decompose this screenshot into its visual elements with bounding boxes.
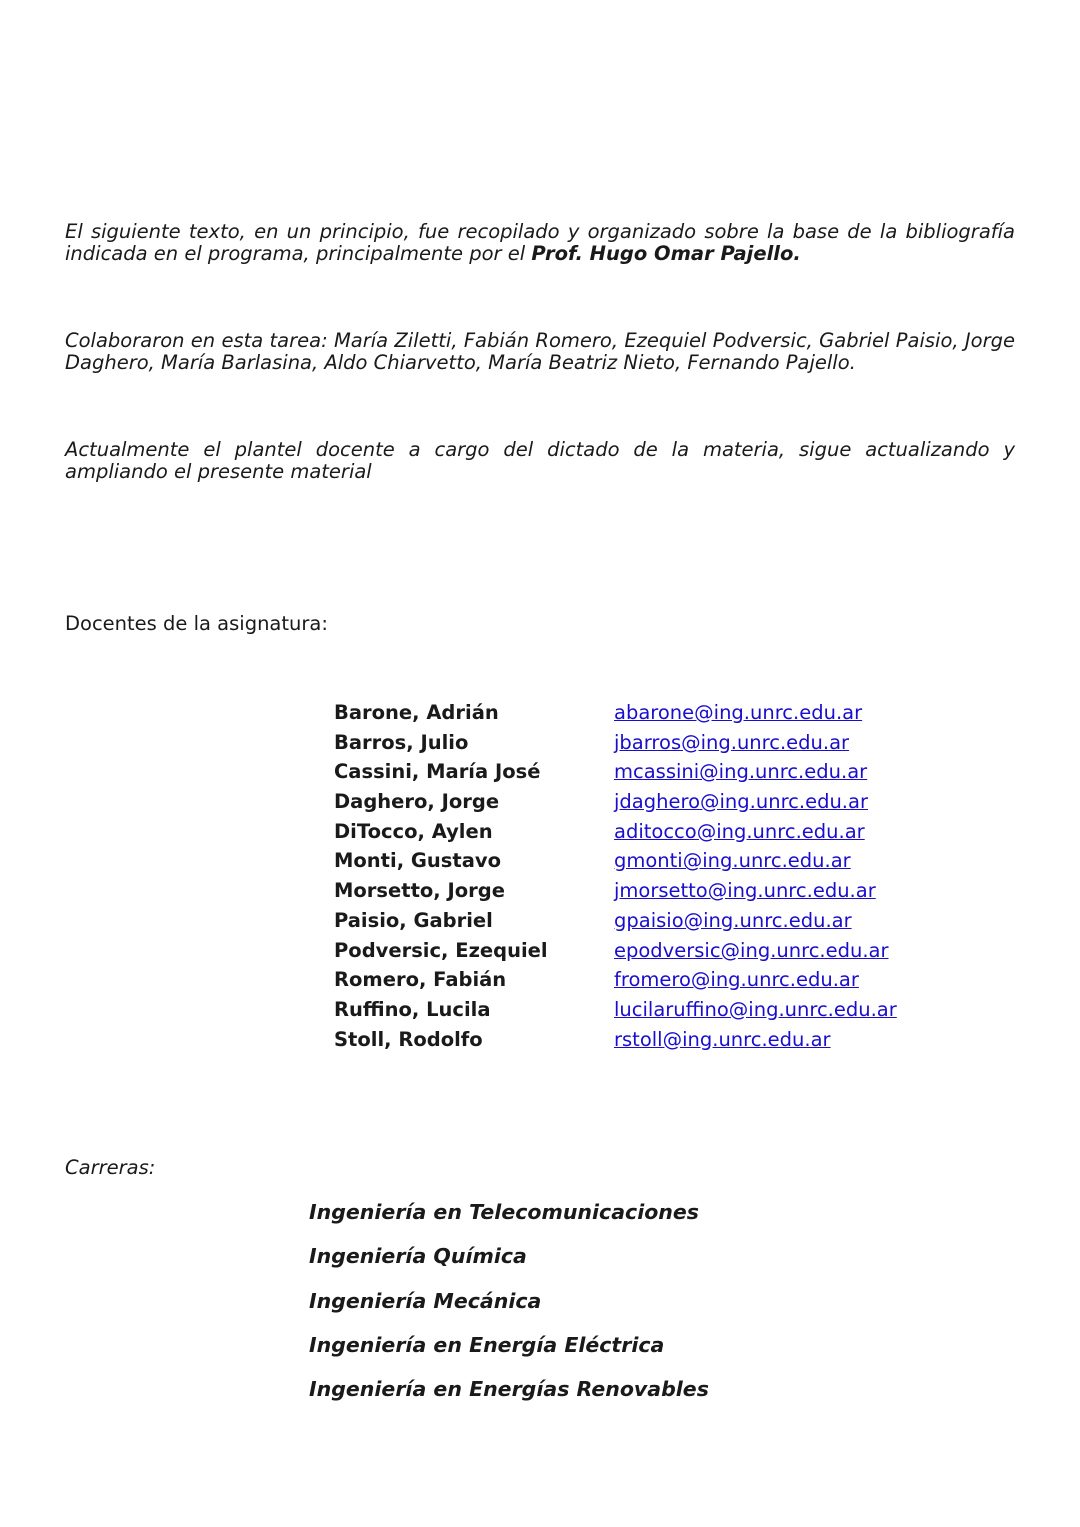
career-item: Ingeniería en Energía Eléctrica (309, 1332, 665, 1357)
intro-paragraph-collaborators: Colaboraron en esta tarea: María Ziletti, Fabián Romero, Ezequiel Podversic, Gabriel Paisio, Jorge Daghero, María Barlasina, Aldo Chiarvetto, María Beatriz Nieto, Fernando Pajello. (65, 329, 1015, 374)
teacher-name: Morsetto, Jorge (334, 879, 505, 903)
author-name: Prof. Hugo Omar Pajello. (531, 242, 801, 265)
teacher-name: Daghero, Jorge (334, 790, 500, 814)
teacher-name: Monti, Gustavo (334, 849, 501, 873)
career-item: Ingeniería en Energías Renovables (309, 1377, 709, 1402)
teacher-email-link[interactable]: abarone@ing.unrc.edu.ar (614, 701, 863, 724)
careers-heading: Carreras: (65, 1156, 156, 1179)
teacher-email-link[interactable]: epodversic@ing.unrc.edu.ar (614, 938, 889, 962)
teacher-name: Stoll, Rodolfo (334, 1027, 483, 1051)
careers-list (309, 1197, 709, 1418)
teacher-name: Cassini, María José (334, 760, 541, 784)
teacher-email-link[interactable]: jmorsetto@ing.unrc.edu.ar (614, 879, 876, 903)
teachers-heading: Docentes de la asignatura: (65, 612, 328, 635)
teacher-name: Barros, Julio (334, 730, 469, 754)
intro-paragraph-compilation (65, 221, 1015, 265)
teacher-email-link[interactable]: jdaghero@ing.unrc.edu.ar (614, 790, 868, 814)
teacher-email-link[interactable]: jbarros@ing.unrc.edu.ar (614, 730, 850, 754)
career-item: Ingeniería en Telecomunicaciones (309, 1200, 700, 1224)
teacher-name: DiTocco, Aylen (334, 819, 493, 843)
teacher-email-link[interactable]: aditocco@ing.unrc.edu.ar (614, 819, 865, 843)
teacher-email-link[interactable]: lucilaruffino@ing.unrc.edu.ar (614, 997, 897, 1021)
teacher-name: Romero, Fabián (334, 968, 507, 992)
teacher-email-link[interactable]: gmonti@ing.unrc.edu.ar (614, 849, 851, 873)
compilation-text: El siguiente texto, en un principio, fue recopilado y organizado sobre la base de la bibliografía indicada en el programa, principalmente por el (65, 220, 1015, 265)
teacher-email-link[interactable]: rstoll@ing.unrc.edu.ar (614, 1027, 831, 1051)
teacher-name: Ruffino, Lucila (334, 997, 491, 1021)
teacher-email-link[interactable]: fromero@ing.unrc.edu.ar (614, 968, 859, 992)
teacher-name: Paisio, Gabriel (334, 908, 493, 932)
intro-paragraph-current-staff: Actualmente el plantel docente a cargo del dictado de la materia, sigue actualizando y ampliando el presente material (65, 438, 1015, 483)
teacher-name: Barone, Adrián (334, 701, 499, 724)
career-item: Ingeniería Química (309, 1244, 527, 1269)
teacher-email-link[interactable]: mcassini@ing.unrc.edu.ar (614, 760, 868, 784)
career-item: Ingeniería Mecánica (309, 1288, 542, 1313)
teacher-name: Podversic, Ezequiel (334, 938, 548, 962)
teacher-email-link[interactable]: gpaisio@ing.unrc.edu.ar (614, 908, 852, 932)
